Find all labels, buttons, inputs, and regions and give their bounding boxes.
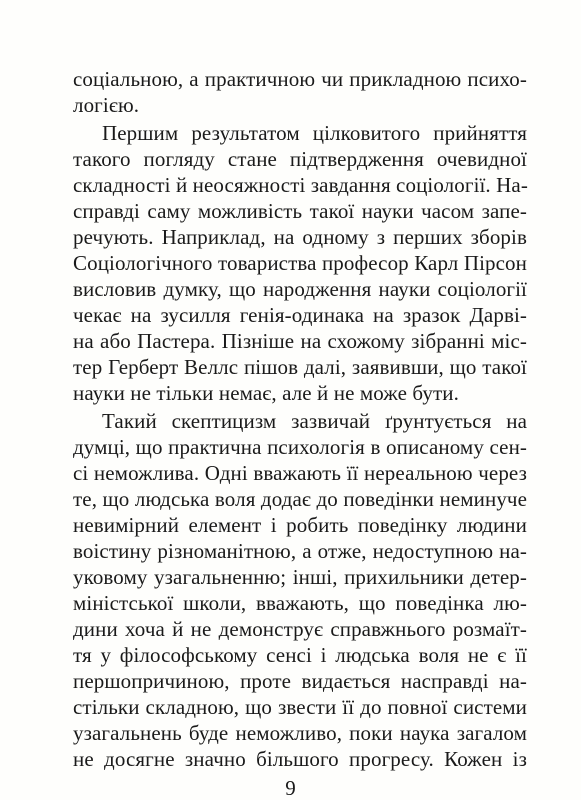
text-line: на або Пастера. Пізніше на схожому зібранні міс-	[73, 329, 527, 353]
text-line: чекає на зусилля генія-одинака на зразок Дарві-	[73, 303, 527, 327]
text-line: невимірний елемент і робить поведінку людини	[73, 513, 527, 537]
text-line: складності й неосяжності завдання соціології. На-	[73, 173, 528, 197]
paragraph-first-line: Такий скептицизм зазвичай ґрунтується на	[102, 409, 527, 433]
text-line: сі неможлива. Одні вважають її нереальною через	[73, 461, 527, 485]
text-line: науки не тільки немає, але й не може бути.	[73, 381, 459, 405]
text-line: думці, що практична психологія в описаному сен-	[73, 435, 527, 459]
text-line: справді саму можливість такої науки часом запе-	[73, 199, 527, 223]
text-line: стільки складною, що звести її до повної системи	[73, 695, 527, 719]
text-line: висловив думку, що народження науки соціології	[73, 277, 527, 301]
text-line: не досягне значно більшого прогресу. Кожен із	[73, 747, 527, 771]
text-line: воістину різноманітною, а отже, недоступною на-	[73, 539, 527, 563]
paragraph-first-line: Першим результатом цілковитого прийняття	[102, 121, 527, 145]
text-line: тя у філософському сенсі і людська воля не є її	[73, 643, 527, 667]
text-line: міністської школи, вважають, що поведінка лю-	[73, 591, 527, 615]
text-line: узагальнень буде неможливо, поки наука загалом	[73, 721, 527, 745]
text-line: соціальною, а практичною чи прикладною психо-	[73, 67, 527, 91]
text-line: логією.	[73, 93, 140, 117]
text-line: такого погляду стане підтвердження очевидної	[73, 147, 527, 171]
text-line: уковому узагальненню; інші, прихильники детер-	[73, 565, 527, 589]
text-line: те, що людська воля додає до поведінки неминуче	[73, 487, 527, 511]
text-line: дини хоча й не демонструє справжнього розмаїт-	[73, 617, 527, 641]
text-line: першопричиною, проте видається насправді на-	[73, 669, 527, 693]
page-number: 9	[285, 776, 296, 800]
text-line: речують. Наприклад, на одному з перших зборів	[73, 225, 527, 249]
text-line: тер Герберт Веллс пішов далі, заявивши, що такої	[73, 355, 527, 379]
text-line: Соціологічного товариства професор Карл Пірсон	[73, 251, 527, 275]
